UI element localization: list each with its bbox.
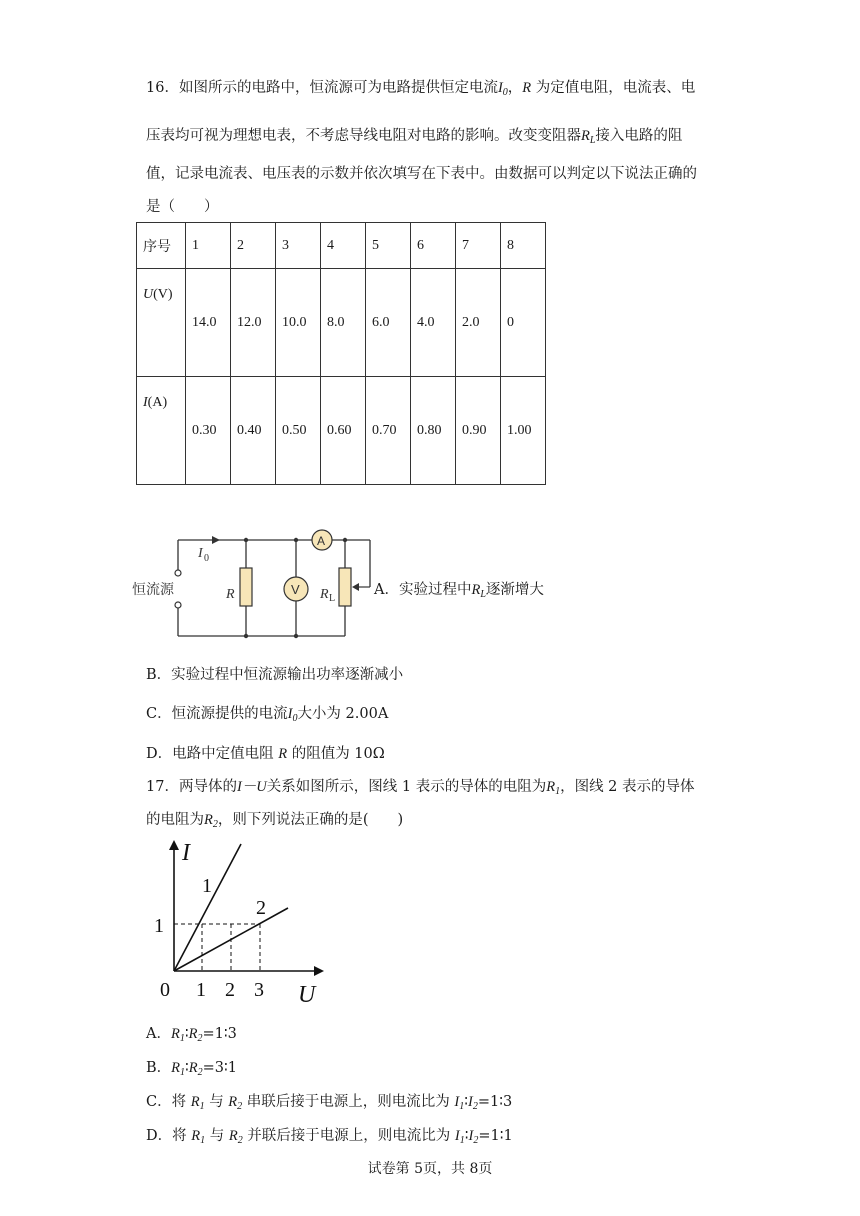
table-cell: 8.0 (321, 269, 366, 377)
i-symbol: I (143, 395, 148, 410)
r-label: R (226, 587, 235, 602)
r-symbol: R (522, 80, 532, 96)
q16-option-a-prefix: A．实验过程中 (374, 582, 472, 598)
r2-symbol: R (228, 1094, 238, 1110)
q16-option-c-prefix: C．恒流源提供的电流 (146, 706, 288, 722)
option-rest: =1∶3 (202, 1026, 237, 1042)
ratio-colon: ∶ (464, 1094, 468, 1110)
current-label: I (198, 546, 203, 561)
junction-dot (343, 538, 347, 542)
x-tick-label: 1 (196, 979, 206, 1001)
r1-subscript: 1 (199, 1101, 205, 1112)
table-cell: 2 (231, 223, 276, 269)
rl-subscript: L (480, 589, 486, 600)
r1-subscript: 1 (179, 1033, 185, 1044)
source-label: 恒流源 (132, 582, 174, 598)
rl-label-sub: L (329, 593, 336, 604)
rl-subscript: L (589, 135, 596, 146)
i1-symbol: I (454, 1128, 460, 1144)
source-terminal-top (175, 570, 181, 576)
y-tick-label: 1 (154, 915, 164, 937)
i0-subscript: 0 (292, 713, 298, 724)
slider-arrow-icon (352, 583, 359, 591)
q17-line2-a: 的电阻为 (146, 812, 204, 828)
table-row-voltage (137, 269, 546, 377)
r2-subscript: 2 (212, 819, 218, 830)
voltmeter-label: V (291, 582, 300, 597)
q16-line2 (146, 124, 682, 146)
option-rest: 串联后接于电源上，则电流比为 (246, 1094, 450, 1110)
r2-subscript: 2 (237, 1101, 243, 1112)
option-end: =1∶1 (478, 1128, 513, 1144)
r2-symbol: R (204, 812, 213, 828)
r1-symbol: R (170, 1026, 180, 1042)
i2-subscript: 2 (473, 1135, 479, 1146)
r1-subscript: 1 (555, 786, 561, 797)
r2-subscript: 2 (237, 1135, 243, 1146)
ammeter-label: A (317, 534, 326, 548)
q17-line1-c: ，图线 2 表示的导体 (560, 779, 695, 795)
conj-text: 与 (209, 1128, 225, 1144)
table-cell: 12.0 (231, 269, 276, 377)
iu-symbol: I－U (236, 779, 267, 795)
r2-symbol: R (188, 1060, 198, 1076)
table-cell: 0.60 (321, 377, 366, 485)
table-cell: 0.90 (456, 377, 501, 485)
source-terminal-bottom (175, 602, 181, 608)
junction-dot (244, 538, 248, 542)
u-unit: (V) (153, 287, 173, 302)
r1-subscript: 1 (200, 1135, 206, 1146)
q16-option-b: B．实验过程中恒流源输出功率逐渐减小 (146, 667, 404, 683)
line-2-label: 2 (256, 897, 266, 919)
current-label-sub: 0 (204, 553, 209, 564)
table-cell: 6 (411, 223, 456, 269)
q17-line2 (146, 808, 403, 830)
junction-dot (294, 634, 298, 638)
i0-symbol: I (287, 706, 293, 722)
r2-subscript: 2 (197, 1067, 203, 1078)
q16-line1-text: 16．如图所示的电路中，恒流源可为电路提供恒定电流 (146, 80, 498, 96)
table-cell: 3 (276, 223, 321, 269)
option-prefix: A． (146, 1026, 171, 1042)
q16-option-a (374, 578, 544, 600)
junction-dot (244, 634, 248, 638)
table-cell: 4 (321, 223, 366, 269)
q17-option-c (146, 1090, 512, 1112)
table-cell: 0.30 (186, 377, 231, 485)
q16-option-d-rest: 的阻值为 10Ω (291, 746, 385, 762)
r2-symbol: R (188, 1026, 198, 1042)
y-axis-arrow-icon (169, 840, 179, 850)
x-tick-label: 3 (254, 979, 264, 1001)
table-head-current (137, 377, 186, 485)
ratio-colon: ∶ (185, 1060, 189, 1076)
table-cell: 7 (456, 223, 501, 269)
origin-label: 0 (160, 979, 170, 1001)
q17-option-d (146, 1124, 513, 1146)
ratio-colon: ∶ (464, 1128, 469, 1144)
table-row-index (137, 223, 546, 269)
rl-symbol: R (471, 582, 481, 598)
q16-option-d-prefix: D．电路中定值电阻 (146, 746, 274, 762)
i0-symbol: I (497, 80, 503, 96)
q16-option-a-rest: 逐渐增大 (485, 582, 544, 598)
table-cell: 0.70 (366, 377, 411, 485)
table-head-voltage (137, 269, 186, 377)
rheostat-rl (339, 568, 351, 606)
q17-option-a (146, 1022, 237, 1044)
iu-graph (148, 838, 328, 1008)
table-cell: 8 (501, 223, 546, 269)
data-table (136, 222, 546, 485)
option-end: =1∶3 (477, 1094, 513, 1110)
q17-line1-b: 关系如图所示，图线 1 表示的导体的电阻为 (266, 779, 547, 795)
ratio-colon: ∶ (184, 1026, 189, 1042)
i1-subscript: 1 (459, 1135, 465, 1146)
i2-symbol: I (468, 1128, 474, 1144)
q17-option-b (146, 1056, 237, 1078)
u-symbol: U (143, 287, 154, 302)
q16-line1-rest: 为定值电阻，电流表、电 (535, 80, 696, 96)
current-arrow-icon (212, 536, 220, 544)
x-axis-arrow-icon (314, 966, 324, 976)
r2-subscript: 2 (197, 1033, 203, 1044)
rl-symbol: R (581, 128, 590, 144)
rl-label: R (320, 587, 329, 602)
table-cell: 2.0 (456, 269, 501, 377)
q16-option-c-rest: 大小为 2.00A (297, 706, 389, 722)
q16-option-d (146, 742, 385, 763)
table-cell: 0.50 (276, 377, 321, 485)
i1-symbol: I (454, 1094, 460, 1110)
table-cell: 1.00 (501, 377, 546, 485)
r1-symbol: R (171, 1060, 181, 1076)
table-cell: 1 (186, 223, 231, 269)
table-cell: 0.40 (231, 377, 276, 485)
table-head-index: 序号 (137, 223, 186, 269)
r1-symbol: R (190, 1094, 200, 1110)
circuit-diagram (130, 522, 380, 642)
i1-subscript: 1 (459, 1101, 465, 1112)
table-cell: 0.80 (411, 377, 456, 485)
q17-line2-b: ，则下列说法正确的是( ) (217, 812, 404, 828)
option-prefix: D．将 (146, 1128, 187, 1144)
conj-text: 与 (209, 1094, 224, 1110)
table-cell: 5 (366, 223, 411, 269)
r1-subscript: 1 (180, 1067, 186, 1078)
q16-line2-text: 压表均可视为理想电表，不考虑导线电阻对电路的影响。改变变阻器 (146, 128, 581, 144)
x-axis-label: U (298, 982, 316, 1008)
table-cell: 0 (501, 269, 546, 377)
option-rest: 并联后接于电源上，则电流比为 (247, 1128, 451, 1144)
q16-line1: 16．如图所示的电路中，恒流源可为电路提供恒定电流$I_0$，R 为定值电阻，电流表、电 (146, 80, 696, 98)
option-rest: =3∶1 (202, 1060, 238, 1076)
option-prefix: C．将 (146, 1094, 187, 1110)
i2-symbol: I (468, 1094, 473, 1110)
q17-line1 (146, 775, 695, 797)
table-cell: 4.0 (411, 269, 456, 377)
q16-option-c (146, 702, 388, 724)
table-cell: 14.0 (186, 269, 231, 377)
i-unit: (A) (147, 395, 168, 410)
r2-symbol: R (228, 1128, 238, 1144)
table-cell: 6.0 (366, 269, 411, 377)
r-symbol: R (278, 746, 288, 762)
option-prefix: B． (146, 1060, 172, 1076)
i0-subscript: 0 (502, 87, 508, 98)
r1-symbol: R (191, 1128, 201, 1144)
table-row-current (137, 377, 546, 485)
x-tick-label: 2 (225, 979, 235, 1001)
i2-subscript: 2 (472, 1101, 478, 1112)
y-axis-label: I (182, 840, 190, 866)
junction-dot (294, 538, 298, 542)
q16-line2-rest: 接入电路的阻 (595, 128, 683, 144)
resistor-r (240, 568, 252, 606)
table-cell: 10.0 (276, 269, 321, 377)
q16-line4: 是（ ） (146, 199, 219, 215)
q16-line3: 值，记录电流表、电压表的示数并依次填写在下表中。由数据可以判定以下说法正确的 (146, 166, 697, 182)
q17-line1-a: 17．两导体的 (146, 779, 237, 795)
r1-symbol: R (546, 779, 556, 795)
page-footer: 试卷第 5页，共 8页 (367, 1161, 493, 1177)
line-1-label: 1 (202, 875, 212, 897)
